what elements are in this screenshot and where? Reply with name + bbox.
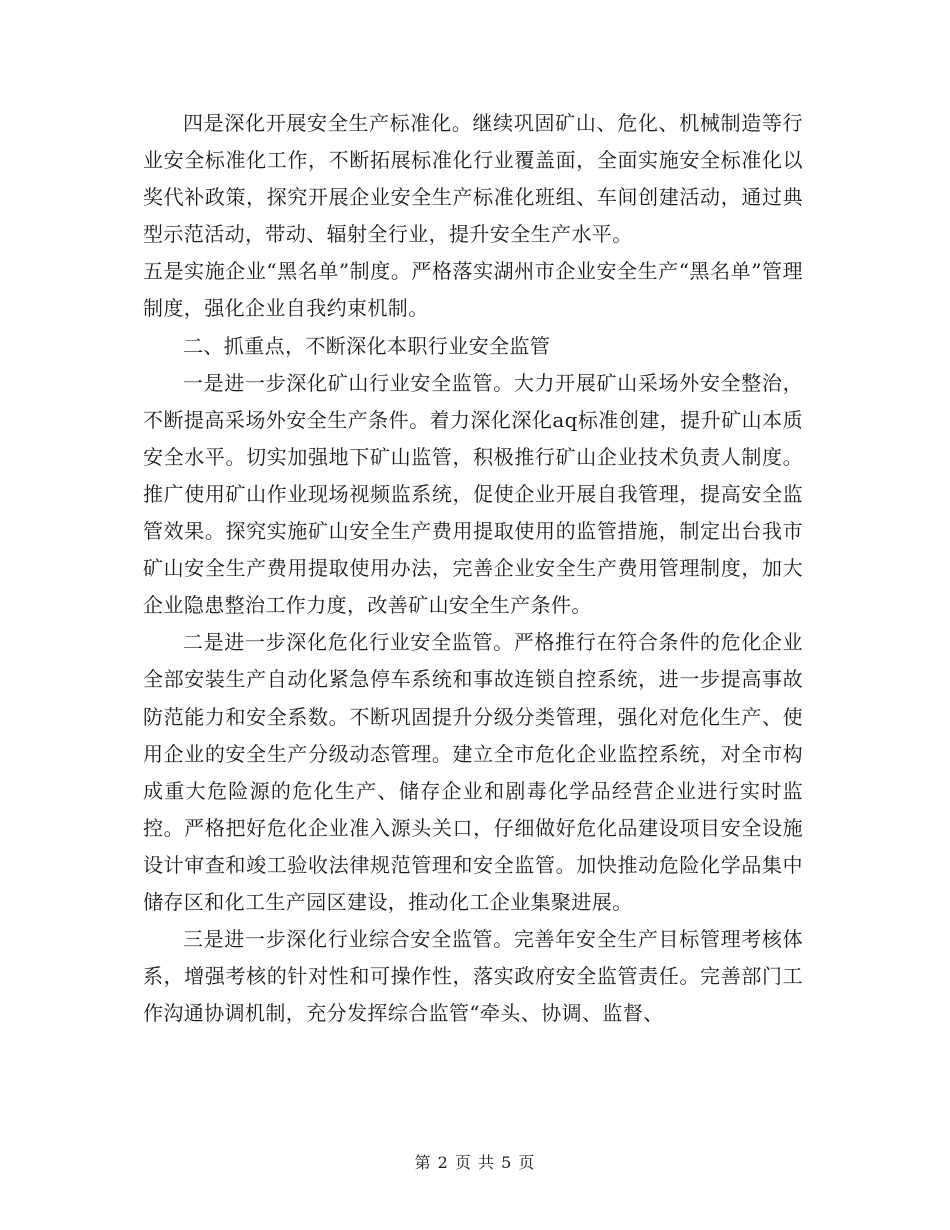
paragraph-blacklist: 五是实施企业“黑名单”制度。严格落实湖州市企业安全生产“黑名单”管理制度，强化企业自我约束机制。 <box>143 259 803 321</box>
page-number-footer: 第 2 页 共 5 页 <box>414 1153 536 1172</box>
paragraph-mining: 一是进一步深化矿山行业安全监管。大力开展矿山采场外安全整治，不断提高采场外安全生产条件。着力深化深化aq标准创建，提升矿山本质安全水平。切实加强地下矿山监管，积极推行矿山企业技术负责人制度。推广使用矿山作业现场视频监系统，促使企业开展自我管理，提高安全监管效果。探究实施矿山安全生产费用提取使用的监管措施，制定出台我市矿山安全生产费用提取使用办法，完善企业安全生产费用管理制度，加大企业隐患整治工作力度，改善矿山安全生产条件。 <box>143 370 803 618</box>
document-body <box>143 105 803 1032</box>
section-heading-2: 二、抓重点，不断深化本职行业安全监管 <box>183 333 551 358</box>
paragraph-comprehensive-supervision: 三是进一步深化行业综合安全监管。完善年安全生产目标管理考核体系，增强考核的针对性和可操作性，落实政府安全监管责任。完善部门工作沟通协调机制，充分发挥综合监管“牵头、协调、监督、 <box>143 927 803 1026</box>
paragraph-standardization: 四是深化开展安全生产标准化。继续巩固矿山、危化、机械制造等行业安全标准化工作，不断拓展标准化行业覆盖面，全面实施安全标准化以奖代补政策，探究开展企业安全生产标准化班组、车间创建活动，通过典型示范活动，带动、辐射全行业，提升安全生产水平。 <box>143 111 803 247</box>
paragraph-hazardous-chemicals: 二是进一步深化危化行业安全监管。严格推行在符合条件的危化企业全部安装生产自动化紧急停车系统和事故连锁自控系统，进一步提高事故防范能力和安全系数。不断巩固提升分级分类管理，强化对危化生产、使用企业的安全生产分级动态管理。建立全市危化企业监控系统，对全市构成重大危险源的危化生产、储存企业和剧毒化学品经营企业进行实时监控。严格把好危化企业准入源头关口，仔细做好危化品建设项目安全设施设计审查和竣工验收法律规范管理和安全监管。加快推动危险化学品集中储存区和化工生产园区建设，推动化工企业集聚进展。 <box>143 630 803 914</box>
